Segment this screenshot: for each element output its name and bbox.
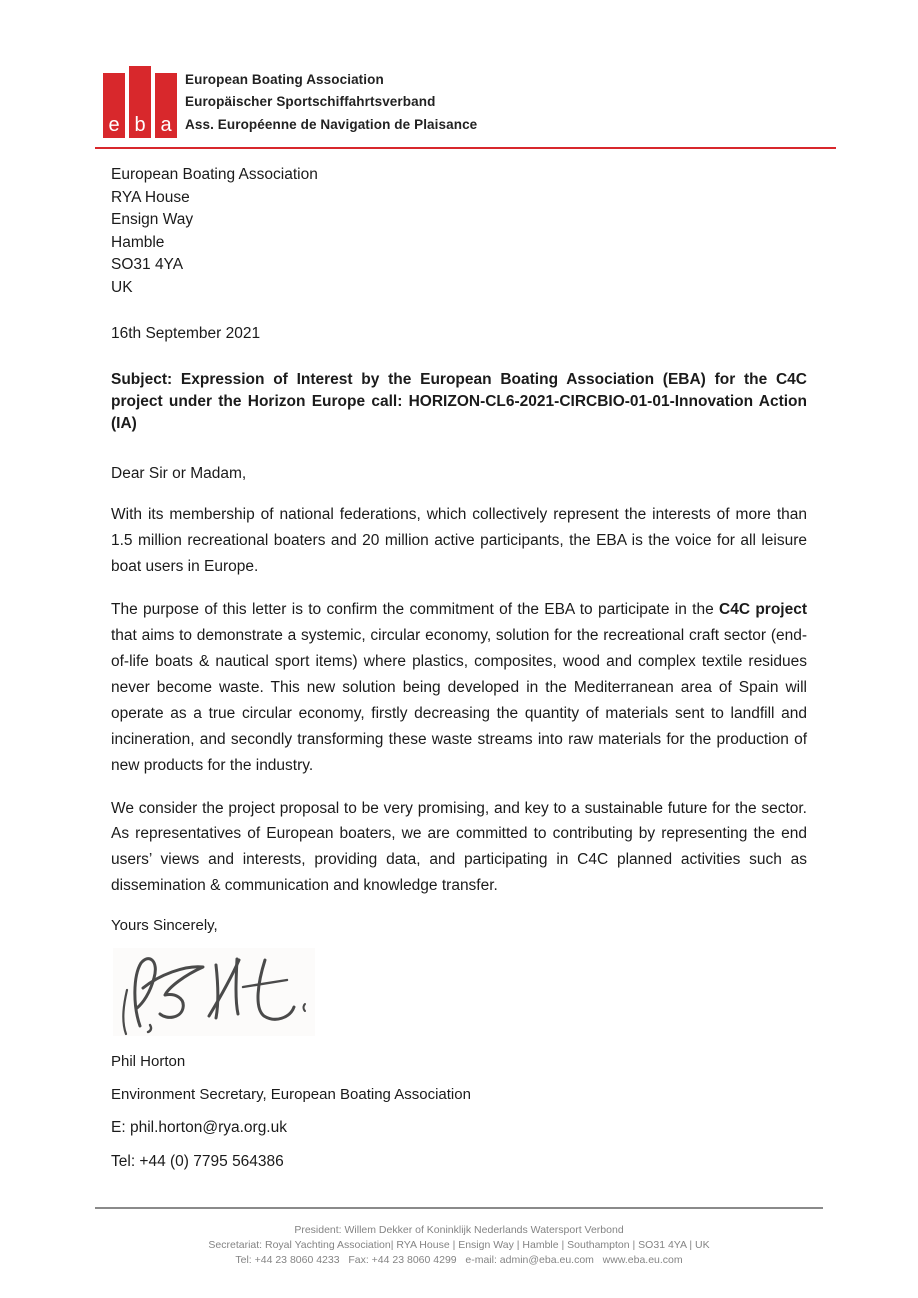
body-paragraph-2	[111, 597, 807, 778]
org-name-french: Ass. Européenne de Navigation de Plaisance	[185, 116, 478, 132]
address-line-org: European Boating Association	[111, 166, 318, 183]
logo-block-a	[155, 73, 177, 138]
footer-secretariat-line: Secretariat: Royal Yachting Association| RYA House | Ensign Way | Hamble | Southampton | SO31 4YA | UK	[208, 1239, 710, 1251]
footer-divider	[95, 1207, 823, 1209]
address-line-country: UK	[111, 278, 133, 296]
paragraph-2-pre: The purpose of this letter is to confirm the commitment of the EBA to participate in the	[111, 601, 719, 619]
signatory-telephone: Tel: +44 (0) 7795 564386	[111, 1153, 284, 1171]
footer-president-line: President: Willem Dekker of Koninklijk Nederlands Watersport Verbond	[294, 1224, 624, 1236]
address-line-postcode: SO31 4YA	[111, 256, 184, 274]
logo-block-e	[103, 73, 125, 138]
logo-block-b	[129, 66, 151, 138]
salutation: Dear Sir or Madam,	[111, 465, 247, 483]
closing-phrase: Yours Sincerely,	[111, 917, 218, 935]
paragraph-2-post: that aims to demonstrate a systemic, circular economy, solution for the recreational craft sector (end-of-life boats & nautical sport items) where plastics, composites, wood and complex textile residues never become waste. This new solution being developed in the Mediterranean area of Spain will operate as a true circular economy, firstly decreasing the quantity of materials sent to landfill and incineration, and secondly transforming these waste streams into raw materials for the production of new products for the industry.	[111, 627, 807, 774]
signatory-name: Phil Horton	[111, 1053, 186, 1071]
logo-letter-b: b	[134, 114, 146, 136]
c4c-project-bold: C4C project	[719, 601, 807, 619]
letterhead	[103, 66, 807, 138]
subject-line: Subject: Expression of Interest by the European Boating Association (EBA) for the C4C project under the Horizon Europe call: HORIZON-CL6-2021-CIRCBIO-01-01-Innovation Action (IA)	[111, 370, 807, 433]
footer-contact-line: Tel: +44 23 8060 4233 Fax: +44 23 8060 4299 e-mail: admin@eba.eu.com www.eba.eu.com	[235, 1254, 683, 1266]
letter-date: 16th September 2021	[111, 324, 261, 342]
org-names	[185, 69, 477, 138]
eba-logo	[103, 66, 177, 138]
org-name-english: European Boating Association	[185, 71, 384, 87]
body-paragraph-1: With its membership of national federations, which collectively represent the interests of more than 1.5 million recreational boaters and 20 million active participants, the EBA is the voice for all leisure boat users in Europe.	[111, 506, 807, 576]
logo-letter-e: e	[108, 114, 120, 136]
address-line-town: Hamble	[111, 233, 165, 251]
logo-letter-a: a	[160, 114, 172, 136]
address-line-house: RYA House	[111, 188, 190, 206]
signatory-email: E: phil.horton@rya.org.uk	[111, 1119, 287, 1137]
address-line-street: Ensign Way	[111, 211, 194, 229]
header-red-divider	[95, 147, 836, 149]
org-name-german: Europäischer Sportschiffahrtsverband	[185, 94, 436, 110]
body-paragraph-3: We consider the project proposal to be very promising, and key to a sustainable future for the sector. As representatives of European boaters, we are committed to contributing by representing the end users’ views and interests, providing data, and participating in C4C planned activities such as dissemination & communication and knowledge transfer.	[111, 799, 807, 895]
address-block	[111, 164, 807, 300]
signature-image	[113, 948, 315, 1036]
page-footer	[95, 1207, 823, 1268]
signatory-title: Environment Secretary, European Boating Association	[111, 1086, 471, 1104]
